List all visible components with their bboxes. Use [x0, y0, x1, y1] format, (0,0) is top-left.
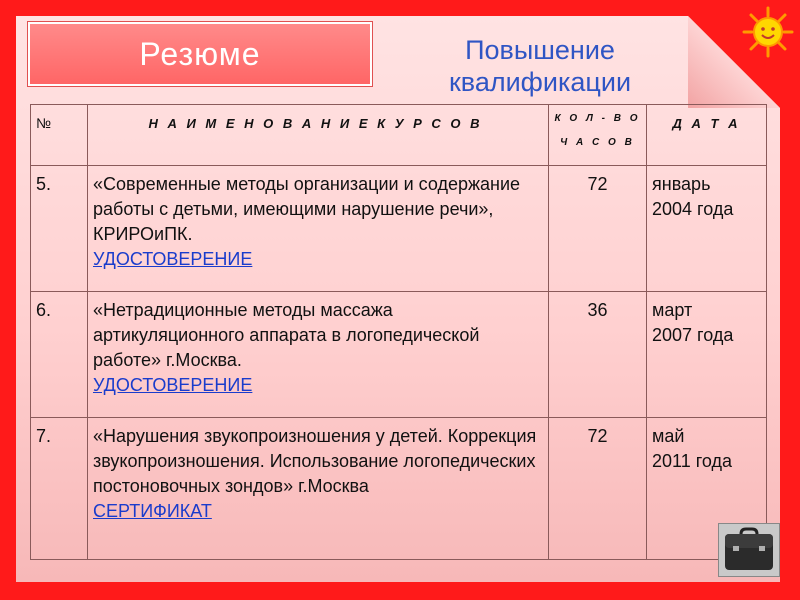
page-subtitle: Повышение квалификации: [448, 35, 632, 97]
course-name-text: «Нарушения звукопроизношения у детей. Коррекция звукопроизношения. Использование логопедических постоновочных зондов» г.Москва: [93, 426, 537, 496]
date-month: январь: [652, 174, 711, 194]
courses-table: [30, 104, 767, 560]
header-hours: [549, 105, 647, 166]
date-year: 2004 года: [652, 199, 734, 219]
row-hours: 36: [549, 292, 647, 418]
header-hours-line2: Ч А С О В: [560, 137, 635, 148]
table-row: [31, 418, 767, 560]
header-course-name: Н А И М Е Н О В А Н И Е К У Р С О В: [88, 105, 549, 166]
sun-icon: [742, 6, 794, 58]
title-label: Резюме: [139, 35, 261, 72]
header-date: Д А Т А: [647, 105, 767, 166]
row-hours: 72: [549, 166, 647, 292]
course-name-text: «Современные методы организации и содержание работы с детьми, имеющими нарушение речи», КРИРОиПК.: [93, 174, 521, 244]
row-date: [647, 292, 767, 418]
date-month: март: [652, 300, 693, 320]
course-name-text: «Нетрадиционные методы массажа артикуляционного аппарата в логопедической работе» г.Москва.: [93, 300, 480, 370]
header-hours-line1: К О Л - В О: [554, 113, 641, 124]
table-header-row: [31, 105, 767, 166]
row-num: 6.: [31, 292, 88, 418]
briefcase-icon[interactable]: [718, 523, 780, 577]
table-row: [31, 166, 767, 292]
certificate-link[interactable]: УДОСТОВЕРЕНИЕ: [93, 249, 253, 269]
date-month: май: [652, 426, 685, 446]
row-num: 5.: [31, 166, 88, 292]
row-course-name: [88, 166, 549, 292]
date-year: 2007 года: [652, 325, 734, 345]
row-date: [647, 166, 767, 292]
table-row: [31, 292, 767, 418]
header-num: №: [31, 105, 88, 166]
date-year: 2011 года: [652, 451, 733, 471]
row-num: 7.: [31, 418, 88, 560]
row-course-name: [88, 418, 549, 560]
title-button[interactable]: [28, 22, 372, 86]
row-course-name: [88, 292, 549, 418]
row-hours: 72: [549, 418, 647, 560]
certificate-link[interactable]: УДОСТОВЕРЕНИЕ: [93, 375, 253, 395]
certificate-link[interactable]: СЕРТИФИКАТ: [93, 501, 212, 521]
